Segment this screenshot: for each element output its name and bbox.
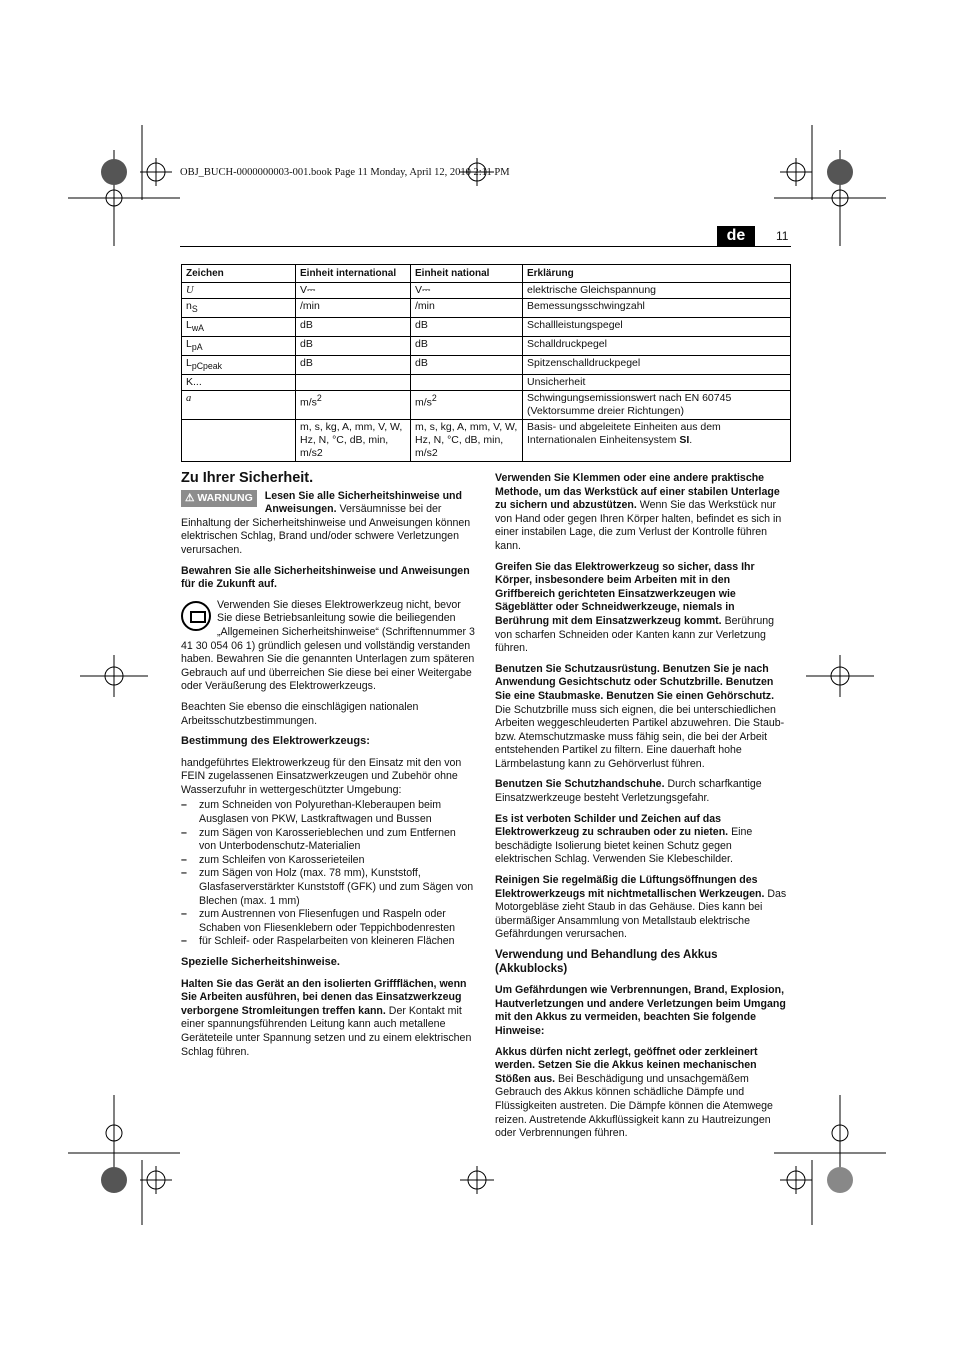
table-header: Zeichen (182, 265, 296, 283)
symbol-cell: $n_S$ (182, 299, 296, 318)
list-item: – zum Austrennen von Fliesenfugen und Raspeln oder Schaben von Fliesenklebern oder Teppichbodenresten (181, 908, 475, 935)
unit-intl-cell: V⎓ (296, 283, 411, 299)
symbol-cell: $L_{pA}$ (182, 337, 296, 356)
units-table (181, 264, 791, 462)
description-cell: Basis- und abgeleitete Einheiten aus dem Internationalen Einheitensystem SI. (523, 420, 791, 462)
subsection-title: Spezielle Sicherheitshinweise. (181, 956, 340, 968)
unit-natl-cell: dB (411, 356, 523, 375)
unit-natl-cell: V⎓ (411, 283, 523, 299)
header-rule (180, 246, 791, 247)
unit-natl-cell: /min (411, 299, 523, 318)
paragraph: Greifen Sie das Elektrowerkzeug so sicher, dass Ihr Körper, insbesondere beim Arbeiten mit in den Griffbereich gerichteten Einsatzwerkzeugen wie Sägeblätter oder Schneidwerkzeuge, niemals in Berührung mit dem Einsatzwerkzeug kommt. Berührung von scharfen Schneiden oder Kanten kann zur Verletzung führen. (495, 560, 775, 655)
symbol-cell: $L_{wA}$ (182, 318, 296, 337)
warning-paragraph: ⚠ WARNUNG Lesen Sie alle Sicherheitshinweise und Anweisungen. Versäumnisse bei der Einhaltung der Sicherheitshinweise und Anweisungen können elektrischen Schlag, Brand und/oder schwere Verletzungen verursachen. (181, 489, 471, 556)
book-info: OBJ_BUCH-0000000003-001.book Page 11 Monday, April 12, 2010 2:11 PM (180, 167, 510, 178)
table-header: Einheit national (411, 265, 523, 283)
list-item: – zum Schneiden von Polyurethan-Kleberaupen beim Ausglasen von PKW, Lastkraftwagen und Bussen (181, 799, 475, 826)
unit-natl-cell: dB (411, 337, 523, 356)
section-title: Zu Ihrer Sicherheit. (181, 470, 314, 486)
manual-paragraph: Verwenden Sie dieses Elektrowerkzeug nicht, bevor Sie diese Betriebsanleitung sowie die beiliegenden „Allgemeinen Sicherheitshinweise“ (Schriftennummer 3 41 30 054 06 1) gründlich gelesen und vollständig verstanden haben. Bewahren Sie die genannten Unterlagen zum späteren Gebrauch auf und überreichen Sie diese bei einer Weitergabe oder Veräußerung des Elektrowerkzeugs. (181, 598, 475, 693)
language-badge: de (717, 226, 755, 246)
list-item: – zum Sägen von Holz (max. 78 mm), Kunststoff, Glasfaserverstärkter Kunststoff (GFK) und zum Sägen von Blechen (max. 1 mm) (181, 867, 475, 908)
table-header: Erklärung (523, 265, 791, 283)
paragraph: Akkus dürfen nicht zerlegt, geöffnet oder zerkleinert werden. Setzen Sie die Akkus keinen mechanischen Stößen aus. Bei Beschädigung und unsachgemäßem Gebrauch des Akkus können schädliche Dämpfe und Flüssigkeiten austreten. Die Dämpfe können die Atemwege reizen. Austretende Akkuflüssigkeit kann zu Hautreizungen oder Verbrennungen führen. (495, 1045, 773, 1140)
paragraph: Benutzen Sie Schutzhandschuhe. Durch scharfkantige Einsatzwerkzeuge besteht Verletzungsgefahr. (495, 778, 762, 805)
unit-intl-cell: dB (296, 318, 411, 337)
description-cell: Bemessungsschwingzahl (523, 299, 791, 318)
paragraph: Benutzen Sie Schutzausrüstung. Benutzen Sie je nach Anwendung Gesichtschutz oder Schutzbrille. Benutzen Sie eine Staubmaske. Benutzen Sie einen Gehörschutz. Die Schutzbrille muss sich eignen, die bei unterschiedlichen Arbeiten weggeschleuderten Partikel abzuwehren. Die Staub- bzw. Atemschutzmaske muss fähig sein, die bei der Arbeit entstehenden Partikel zu filtern. Eine dauerhaft hohe Lärmbelastung kann zu Gehörverlust führen. (495, 662, 785, 770)
unit-natl-cell: $m/s^2$ (411, 391, 523, 420)
subsection-title: Verwendung und Behandlung des Akkus (Akkublocks) (495, 949, 718, 975)
table-row (182, 318, 791, 337)
unit-intl-cell: $m/s^2$ (296, 391, 411, 420)
symbol-cell: $L_{pCpeak}$ (182, 356, 296, 375)
symbol-cell: U (182, 283, 296, 299)
dc-symbol-icon: ⎓ (307, 284, 316, 296)
warning-triangle-icon: ⚠ (185, 491, 195, 504)
unit-natl-cell (411, 375, 523, 391)
description-cell: Schalldruckpegel (523, 337, 791, 356)
subsection-title: Bestimmung des Elektrowerkzeugs: (181, 735, 370, 748)
description-cell: Schwingungsemissionswert nach EN 60745 (Vektorsumme dreier Richtungen) (523, 391, 791, 420)
description-cell: Spitzenschalldruckpegel (523, 356, 791, 375)
table-row (182, 375, 791, 391)
unit-intl-cell: dB (296, 356, 411, 375)
table-row (182, 356, 791, 375)
unit-intl-cell: /min (296, 299, 411, 318)
left-column (181, 472, 475, 1066)
warning-badge: ⚠ WARNUNG (181, 490, 257, 508)
description-cell: Schallleistungspegel (523, 318, 791, 337)
table-row (182, 299, 791, 318)
keep-instructions: Bewahren Sie alle Sicherheitshinweise und Anweisungen für die Zukunft auf. (181, 564, 470, 591)
table-row (182, 420, 791, 462)
read-manual-icon (181, 601, 211, 631)
symbol-cell (182, 420, 296, 462)
list-item: – zum Schleifen von Karosserieteilen (181, 854, 475, 868)
table-row (182, 391, 791, 420)
symbol-cell: K... (182, 375, 296, 391)
description-cell: Unsicherheit (523, 375, 791, 391)
use-paragraph: handgeführtes Elektrowerkzeug für den Einsatz mit den von FEIN zugelassenen Einsatzwerkzeugen und Zubehör ohne Wasserzufuhr in wettergeschützter Umgebung: (181, 756, 462, 796)
description-cell: elektrische Gleichspannung (523, 283, 791, 299)
paragraph: Um Gefährdungen wie Verbrennungen, Brand, Explosion, Hautverletzungen und andere Verletzungen beim Umgang mit den Akkus zu vermeiden, beachten Sie folgende Hinweise: (495, 984, 786, 1037)
unit-natl-cell: m, s, kg, A, mm, V, W, Hz, N, °C, dB, min, m/s2 (411, 420, 523, 462)
paragraph: Halten Sie das Gerät an den isolierten Griffflächen, wenn Sie Arbeiten ausführen, bei denen das Einsatzwerkzeug verborgene Stromleitungen treffen kann. Der Kontakt mit einer spannungsführenden Leitung kann auch metallene Geräteteile unter Spannung setzen und zu einem elektrischen Schlag führen. (181, 977, 472, 1058)
national-rules: Beachten Sie ebenso die einschlägigen nationalen Arbeitsschutzbestimmungen. (181, 700, 419, 727)
paragraph: Verwenden Sie Klemmen oder eine andere praktische Methode, um das Werkstück auf einer stabilen Unterlage zu sichern und abzustützen. Wenn Sie das Werkstück nur von Hand oder gegen Ihren Körper halten, befindet es sich in einer instabilen Lage, die zum Verlust der Kontrolle führen kann. (495, 472, 782, 552)
list-item: – für Schleif- oder Raspelarbeiten von kleineren Flächen (181, 935, 475, 949)
page-number: 11 (776, 229, 789, 243)
table-row (182, 337, 791, 356)
paragraph: Es ist verboten Schilder und Zeichen auf das Elektrowerkzeug zu schrauben oder zu nieten. Eine beschädigte Isolierung bietet keinen Schutz gegen elektrischen Schlag. Verwenden Sie Klebeschilder. (495, 812, 753, 866)
unit-intl-cell (296, 375, 411, 391)
table-header-row (182, 265, 791, 283)
table-row (182, 283, 791, 299)
dc-symbol-icon: ⎓ (422, 284, 431, 296)
unit-intl-cell: dB (296, 337, 411, 356)
symbol-cell: a (182, 391, 296, 420)
table-header: Einheit international (296, 265, 411, 283)
paragraph: Reinigen Sie regelmäßig die Lüftungsöffnungen des Elektrowerkzeugs mit nichtmetallischen Werkzeugen. Das Motorgebläse zieht Staub in das Gehäuse. Dies kann bei übermäßiger Ansammlung von Metallstaub elektrische Gefährdungen verursachen. (495, 874, 787, 941)
list-item: – zum Sägen von Karosserieblechen und zum Entfernen von Unterbodenschutz-Materialien (181, 827, 475, 854)
unit-intl-cell: m, s, kg, A, mm, V, W, Hz, N, °C, dB, min, m/s2 (296, 420, 411, 462)
unit-natl-cell: dB (411, 318, 523, 337)
right-column (495, 472, 789, 1148)
